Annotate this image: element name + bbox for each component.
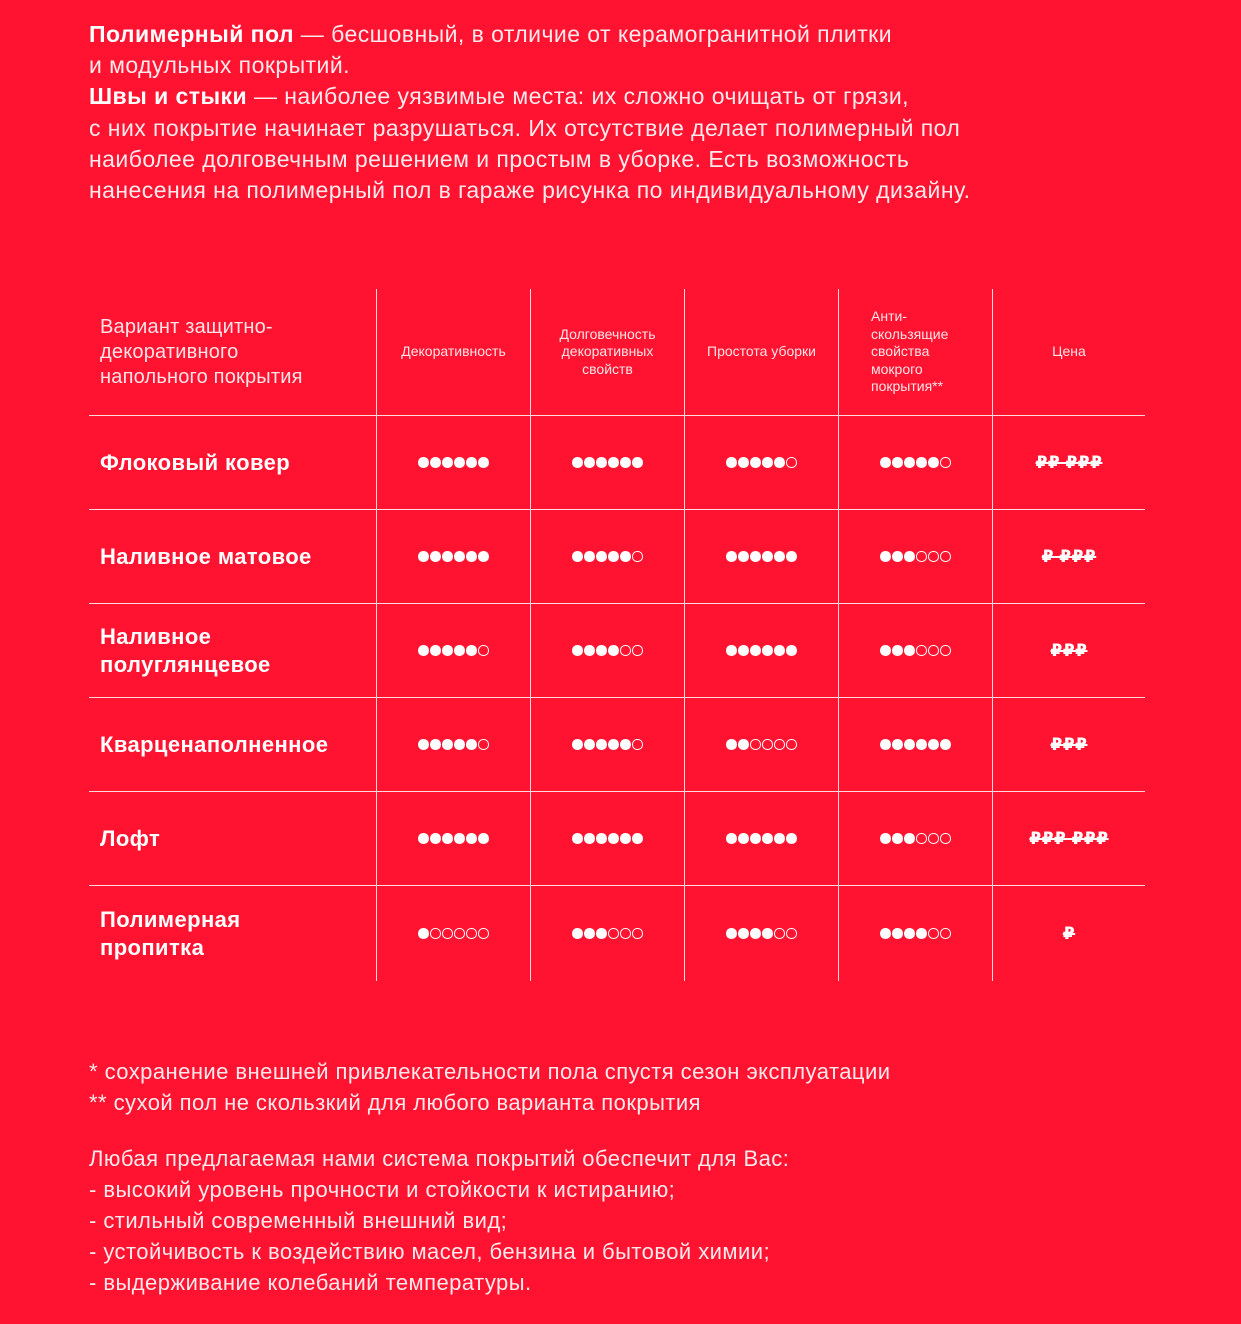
filled-dot-icon bbox=[620, 739, 631, 750]
filled-dot-icon bbox=[774, 551, 785, 562]
filled-dot-icon bbox=[442, 457, 453, 468]
price-cell bbox=[992, 698, 1145, 791]
table-row bbox=[89, 791, 1145, 885]
row-name-cell bbox=[89, 698, 376, 791]
empty-dot-icon bbox=[928, 928, 939, 939]
rating-cell-antislip bbox=[838, 886, 992, 981]
rating-cell-decor bbox=[376, 416, 530, 509]
footnote-1: * сохранение внешней привлекательности пола спустя сезон эксплуатации bbox=[89, 1059, 891, 1084]
intro-line: нанесения на полимерный пол в гараже рисунка по индивидуальному дизайну. bbox=[89, 177, 971, 204]
header-variant-line: декоративного bbox=[100, 340, 239, 363]
filled-dot-icon bbox=[620, 551, 631, 562]
rating-dots bbox=[572, 457, 643, 468]
filled-dot-icon bbox=[466, 457, 477, 468]
filled-dot-icon bbox=[738, 833, 749, 844]
rating-dots bbox=[726, 457, 797, 468]
filled-dot-icon bbox=[750, 551, 761, 562]
filled-dot-icon bbox=[584, 551, 595, 562]
filled-dot-icon bbox=[418, 739, 429, 750]
filled-dot-icon bbox=[750, 928, 761, 939]
header-antislip bbox=[838, 289, 992, 415]
filled-dot-icon bbox=[880, 551, 891, 562]
filled-dot-icon bbox=[596, 833, 607, 844]
empty-dot-icon bbox=[940, 833, 951, 844]
rating-cell-cleaning bbox=[684, 886, 838, 981]
filled-dot-icon bbox=[478, 551, 489, 562]
rating-cell-durability bbox=[530, 510, 684, 603]
price-value: ₽₽₽ bbox=[1050, 734, 1088, 754]
filled-dot-icon bbox=[880, 457, 891, 468]
rating-dots bbox=[726, 645, 797, 656]
rating-cell-cleaning bbox=[684, 510, 838, 603]
intro-text bbox=[89, 19, 1169, 206]
rating-cell-durability bbox=[530, 416, 684, 509]
row-name-cell bbox=[89, 510, 376, 603]
empty-dot-icon bbox=[632, 645, 643, 656]
empty-dot-icon bbox=[928, 645, 939, 656]
filled-dot-icon bbox=[892, 457, 903, 468]
empty-dot-icon bbox=[632, 739, 643, 750]
price-value: ₽ bbox=[1062, 923, 1076, 943]
rating-dots bbox=[726, 928, 797, 939]
filled-dot-icon bbox=[584, 645, 595, 656]
filled-dot-icon bbox=[892, 551, 903, 562]
price-cell bbox=[992, 792, 1145, 885]
filled-dot-icon bbox=[454, 833, 465, 844]
header-antislip-line: скользящие bbox=[871, 325, 949, 342]
filled-dot-icon bbox=[418, 457, 429, 468]
filled-dot-icon bbox=[466, 739, 477, 750]
filled-dot-icon bbox=[904, 833, 915, 844]
rating-dots bbox=[418, 457, 489, 468]
filled-dot-icon bbox=[786, 833, 797, 844]
price-cell bbox=[992, 416, 1145, 509]
filled-dot-icon bbox=[632, 457, 643, 468]
price-cell bbox=[992, 510, 1145, 603]
benefit-item: - стильный современный внешний вид; bbox=[89, 1208, 508, 1233]
price-value: ₽₽₽ ₽₽₽ bbox=[1029, 828, 1109, 848]
filled-dot-icon bbox=[418, 833, 429, 844]
empty-dot-icon bbox=[928, 833, 939, 844]
empty-dot-icon bbox=[466, 928, 477, 939]
filled-dot-icon bbox=[774, 457, 785, 468]
header-variant-line: Вариант защитно- bbox=[100, 315, 273, 338]
filled-dot-icon bbox=[762, 833, 773, 844]
filled-dot-icon bbox=[466, 833, 477, 844]
rating-dots bbox=[880, 833, 951, 844]
filled-dot-icon bbox=[738, 645, 749, 656]
filled-dot-icon bbox=[750, 457, 761, 468]
empty-dot-icon bbox=[430, 928, 441, 939]
filled-dot-icon bbox=[726, 457, 737, 468]
benefits-intro: Любая предлагаемая нами система покрытий обеспечит для Вас: bbox=[89, 1146, 790, 1171]
table-header-row bbox=[89, 289, 1145, 415]
intro-line: — наиболее уязвимые места: их сложно очищать от грязи, bbox=[247, 83, 909, 110]
filled-dot-icon bbox=[762, 457, 773, 468]
filled-dot-icon bbox=[454, 551, 465, 562]
filled-dot-icon bbox=[916, 928, 927, 939]
rating-dots bbox=[418, 928, 489, 939]
row-name: пропитка bbox=[100, 934, 205, 960]
header-durability-line: декоративных bbox=[561, 343, 654, 360]
filled-dot-icon bbox=[726, 739, 737, 750]
empty-dot-icon bbox=[620, 928, 631, 939]
filled-dot-icon bbox=[762, 645, 773, 656]
row-name: Наливное bbox=[100, 623, 212, 649]
rating-cell-durability bbox=[530, 886, 684, 981]
rating-dots bbox=[880, 645, 951, 656]
filled-dot-icon bbox=[892, 928, 903, 939]
header-price-label: Цена bbox=[1052, 343, 1086, 360]
filled-dot-icon bbox=[738, 739, 749, 750]
filled-dot-icon bbox=[442, 739, 453, 750]
filled-dot-icon bbox=[916, 739, 927, 750]
filled-dot-icon bbox=[620, 457, 631, 468]
empty-dot-icon bbox=[940, 928, 951, 939]
header-antislip-line: свойства bbox=[871, 343, 930, 360]
filled-dot-icon bbox=[750, 645, 761, 656]
rating-dots bbox=[572, 645, 643, 656]
filled-dot-icon bbox=[880, 645, 891, 656]
filled-dot-icon bbox=[762, 928, 773, 939]
filled-dot-icon bbox=[478, 457, 489, 468]
filled-dot-icon bbox=[750, 833, 761, 844]
filled-dot-icon bbox=[418, 551, 429, 562]
filled-dot-icon bbox=[904, 645, 915, 656]
benefits-list bbox=[89, 1143, 1189, 1298]
rating-cell-decor bbox=[376, 698, 530, 791]
filled-dot-icon bbox=[454, 645, 465, 656]
benefit-item: - устойчивость к воздействию масел, бензина и бытовой химии; bbox=[89, 1239, 771, 1264]
filled-dot-icon bbox=[608, 457, 619, 468]
row-name: Наливное матовое bbox=[100, 543, 312, 569]
header-decor bbox=[376, 289, 530, 415]
filled-dot-icon bbox=[572, 739, 583, 750]
filled-dot-icon bbox=[608, 551, 619, 562]
price-value: ₽ ₽₽₽ bbox=[1041, 546, 1097, 566]
filled-dot-icon bbox=[608, 833, 619, 844]
rating-dots bbox=[572, 551, 643, 562]
rating-cell-cleaning bbox=[684, 792, 838, 885]
filled-dot-icon bbox=[608, 739, 619, 750]
rating-cell-cleaning bbox=[684, 698, 838, 791]
empty-dot-icon bbox=[478, 739, 489, 750]
filled-dot-icon bbox=[596, 645, 607, 656]
filled-dot-icon bbox=[738, 551, 749, 562]
rating-cell-durability bbox=[530, 604, 684, 697]
empty-dot-icon bbox=[632, 551, 643, 562]
filled-dot-icon bbox=[418, 645, 429, 656]
table-row bbox=[89, 697, 1145, 791]
filled-dot-icon bbox=[442, 833, 453, 844]
table-row bbox=[89, 885, 1145, 981]
rating-cell-decor bbox=[376, 604, 530, 697]
filled-dot-icon bbox=[596, 739, 607, 750]
rating-dots bbox=[572, 928, 643, 939]
empty-dot-icon bbox=[786, 739, 797, 750]
filled-dot-icon bbox=[596, 457, 607, 468]
comparison-table bbox=[89, 289, 1145, 981]
filled-dot-icon bbox=[596, 551, 607, 562]
empty-dot-icon bbox=[774, 928, 785, 939]
rating-cell-durability bbox=[530, 792, 684, 885]
filled-dot-icon bbox=[880, 833, 891, 844]
row-name-cell bbox=[89, 416, 376, 509]
filled-dot-icon bbox=[774, 833, 785, 844]
row-name-cell bbox=[89, 604, 376, 697]
intro-paragraph-1 bbox=[89, 19, 1169, 81]
filled-dot-icon bbox=[892, 739, 903, 750]
filled-dot-icon bbox=[904, 928, 915, 939]
header-decor-label: Декоративность bbox=[401, 343, 506, 360]
filled-dot-icon bbox=[880, 928, 891, 939]
header-variant bbox=[89, 289, 376, 415]
filled-dot-icon bbox=[430, 833, 441, 844]
empty-dot-icon bbox=[786, 928, 797, 939]
empty-dot-icon bbox=[928, 551, 939, 562]
filled-dot-icon bbox=[572, 928, 583, 939]
filled-dot-icon bbox=[738, 928, 749, 939]
filled-dot-icon bbox=[880, 739, 891, 750]
filled-dot-icon bbox=[786, 645, 797, 656]
intro-line: и модульных покрытий. bbox=[89, 52, 350, 79]
empty-dot-icon bbox=[762, 739, 773, 750]
intro-line: наиболее долговечным решением и простым в уборке. Есть возможность bbox=[89, 145, 910, 172]
filled-dot-icon bbox=[916, 457, 927, 468]
filled-dot-icon bbox=[572, 457, 583, 468]
empty-dot-icon bbox=[454, 928, 465, 939]
filled-dot-icon bbox=[928, 739, 939, 750]
filled-dot-icon bbox=[584, 928, 595, 939]
filled-dot-icon bbox=[892, 833, 903, 844]
filled-dot-icon bbox=[466, 551, 477, 562]
row-name-cell bbox=[89, 886, 376, 981]
intro-term-1: Полимерный пол bbox=[89, 21, 294, 47]
rating-dots bbox=[418, 645, 489, 656]
filled-dot-icon bbox=[726, 928, 737, 939]
filled-dot-icon bbox=[786, 551, 797, 562]
empty-dot-icon bbox=[620, 645, 631, 656]
rating-cell-cleaning bbox=[684, 416, 838, 509]
intro-paragraph-2 bbox=[89, 81, 1169, 206]
empty-dot-icon bbox=[786, 457, 797, 468]
price-value: ₽₽ ₽₽₽ bbox=[1035, 452, 1103, 472]
filled-dot-icon bbox=[572, 833, 583, 844]
intro-line: — бесшовный, в отличие от керамогранитной плитки bbox=[293, 21, 892, 47]
filled-dot-icon bbox=[940, 739, 951, 750]
rating-cell-decor bbox=[376, 792, 530, 885]
filled-dot-icon bbox=[892, 645, 903, 656]
rating-dots bbox=[880, 551, 951, 562]
header-durability-line: Долговечность bbox=[559, 325, 656, 342]
rating-cell-antislip bbox=[838, 510, 992, 603]
intro-term-2: Швы и стыки bbox=[89, 83, 248, 110]
filled-dot-icon bbox=[466, 645, 477, 656]
filled-dot-icon bbox=[572, 645, 583, 656]
filled-dot-icon bbox=[632, 833, 643, 844]
empty-dot-icon bbox=[442, 928, 453, 939]
rating-dots bbox=[726, 739, 797, 750]
filled-dot-icon bbox=[442, 645, 453, 656]
filled-dot-icon bbox=[608, 645, 619, 656]
rating-dots bbox=[418, 551, 489, 562]
filled-dot-icon bbox=[430, 457, 441, 468]
filled-dot-icon bbox=[454, 457, 465, 468]
rating-dots bbox=[726, 833, 797, 844]
filled-dot-icon bbox=[774, 645, 785, 656]
empty-dot-icon bbox=[940, 645, 951, 656]
filled-dot-icon bbox=[904, 551, 915, 562]
benefit-item: - высокий уровень прочности и стойкости к истиранию; bbox=[89, 1177, 676, 1202]
rating-cell-antislip bbox=[838, 698, 992, 791]
filled-dot-icon bbox=[454, 739, 465, 750]
rating-dots bbox=[572, 833, 643, 844]
empty-dot-icon bbox=[916, 645, 927, 656]
rating-cell-decor bbox=[376, 510, 530, 603]
table-row bbox=[89, 415, 1145, 509]
filled-dot-icon bbox=[584, 833, 595, 844]
rating-cell-antislip bbox=[838, 604, 992, 697]
filled-dot-icon bbox=[478, 833, 489, 844]
row-name: Кварценаполненное bbox=[100, 731, 329, 757]
filled-dot-icon bbox=[572, 551, 583, 562]
row-name: Полимерная bbox=[100, 906, 241, 932]
rating-dots bbox=[418, 833, 489, 844]
rating-cell-antislip bbox=[838, 416, 992, 509]
rating-dots bbox=[880, 739, 951, 750]
empty-dot-icon bbox=[774, 739, 785, 750]
filled-dot-icon bbox=[738, 457, 749, 468]
empty-dot-icon bbox=[750, 739, 761, 750]
price-cell bbox=[992, 886, 1145, 981]
header-antislip-line: Анти- bbox=[871, 308, 907, 325]
filled-dot-icon bbox=[620, 833, 631, 844]
table-body bbox=[89, 415, 1145, 981]
filled-dot-icon bbox=[928, 457, 939, 468]
header-variant-line: напольного покрытия bbox=[100, 365, 303, 388]
filled-dot-icon bbox=[726, 645, 737, 656]
row-name: Флоковый ковер bbox=[100, 449, 291, 475]
filled-dot-icon bbox=[596, 928, 607, 939]
empty-dot-icon bbox=[940, 551, 951, 562]
filled-dot-icon bbox=[430, 645, 441, 656]
footnote-2: ** сухой пол не скользкий для любого варианта покрытия bbox=[89, 1090, 701, 1115]
table-row bbox=[89, 509, 1145, 603]
header-antislip-line: мокрого bbox=[871, 360, 923, 377]
filled-dot-icon bbox=[726, 833, 737, 844]
filled-dot-icon bbox=[904, 739, 915, 750]
header-durability-line: свойств bbox=[582, 360, 633, 377]
rating-cell-antislip bbox=[838, 792, 992, 885]
filled-dot-icon bbox=[762, 551, 773, 562]
footnotes bbox=[89, 1056, 1189, 1118]
rating-dots bbox=[572, 739, 643, 750]
empty-dot-icon bbox=[916, 833, 927, 844]
filled-dot-icon bbox=[430, 739, 441, 750]
rating-cell-cleaning bbox=[684, 604, 838, 697]
empty-dot-icon bbox=[916, 551, 927, 562]
rating-dots bbox=[880, 457, 951, 468]
row-name: Лофт bbox=[100, 825, 161, 851]
header-cleaning bbox=[684, 289, 838, 415]
filled-dot-icon bbox=[418, 928, 429, 939]
empty-dot-icon bbox=[478, 928, 489, 939]
empty-dot-icon bbox=[632, 928, 643, 939]
table-row bbox=[89, 603, 1145, 697]
intro-line: с них покрытие начинает разрушаться. Их отсутствие делает полимерный пол bbox=[89, 114, 961, 141]
header-price bbox=[992, 289, 1145, 415]
header-durability bbox=[530, 289, 684, 415]
filled-dot-icon bbox=[726, 551, 737, 562]
rating-dots bbox=[880, 928, 951, 939]
price-value: ₽₽₽ bbox=[1050, 640, 1088, 660]
rating-dots bbox=[418, 739, 489, 750]
row-name-cell bbox=[89, 792, 376, 885]
filled-dot-icon bbox=[430, 551, 441, 562]
row-name: полуглянцевое bbox=[100, 651, 271, 677]
empty-dot-icon bbox=[940, 457, 951, 468]
header-cleaning-label: Простота уборки bbox=[707, 343, 816, 360]
rating-cell-decor bbox=[376, 886, 530, 981]
empty-dot-icon bbox=[478, 645, 489, 656]
benefit-item: - выдерживание колебаний температуры. bbox=[89, 1270, 532, 1295]
rating-dots bbox=[726, 551, 797, 562]
filled-dot-icon bbox=[584, 457, 595, 468]
rating-cell-durability bbox=[530, 698, 684, 791]
filled-dot-icon bbox=[904, 457, 915, 468]
header-antislip-line: покрытия** bbox=[871, 378, 944, 395]
filled-dot-icon bbox=[442, 551, 453, 562]
filled-dot-icon bbox=[584, 739, 595, 750]
empty-dot-icon bbox=[608, 928, 619, 939]
price-cell bbox=[992, 604, 1145, 697]
